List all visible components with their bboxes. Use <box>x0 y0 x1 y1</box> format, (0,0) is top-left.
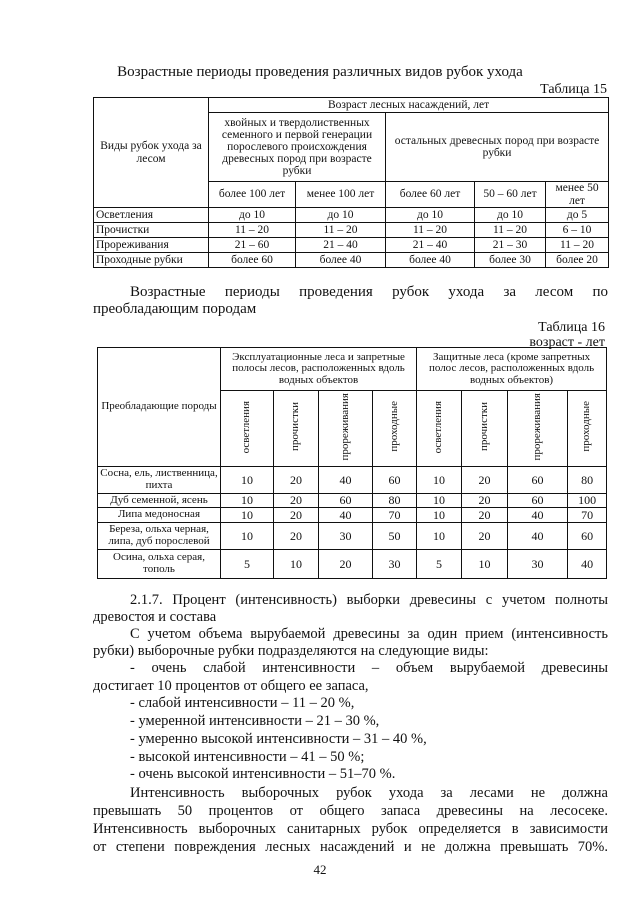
text-line: древостоя и состава <box>93 609 217 625</box>
value-cell: 20 <box>462 508 508 523</box>
text-line: превышать 50 процентов от общего запаса древесины на лесосеке. <box>93 803 608 819</box>
value-cell: 60 <box>319 494 373 508</box>
value-cell: 10 <box>221 494 274 508</box>
header-cell: Возраст лесных насаждений, лет <box>209 98 609 113</box>
header-cell: Преобладающие породы <box>98 348 221 467</box>
value-cell: 10 <box>462 550 508 579</box>
text-line: от степени повреждения лесных насаждений и не должна превышать 70%. <box>93 839 608 855</box>
value-cell: 70 <box>568 508 607 523</box>
value-cell: 21 – 30 <box>475 238 546 253</box>
value-cell: 21 – 40 <box>296 238 386 253</box>
table16-unit: возраст - лет <box>529 335 605 350</box>
value-cell: 80 <box>373 494 417 508</box>
header-cell: Эксплуатационные леса и запретные полосы лесов, расположенных вдоль водных объектов <box>221 348 417 391</box>
header-cell: менее 100 лет <box>296 182 386 208</box>
header-cell <box>508 391 568 467</box>
value-cell: 20 <box>319 550 373 579</box>
row-name: Сосна, ель, лиственница, пихта <box>98 467 221 494</box>
value-cell: 20 <box>274 523 319 550</box>
table16-title-cont: преобладающим породам <box>93 301 257 317</box>
value-cell: 10 <box>417 467 462 494</box>
header-cell <box>568 391 607 467</box>
column-label: осветления <box>432 400 445 453</box>
header-cell: более 60 лет <box>386 182 475 208</box>
text-line: рубки) выборочные рубки подразделяются на следующие виды: <box>93 643 489 659</box>
value-cell: 21 – 40 <box>386 238 475 253</box>
value-cell: до 10 <box>296 208 386 223</box>
column-label: осветления <box>240 400 253 453</box>
value-cell: 20 <box>462 523 508 550</box>
text-line: - умеренной интенсивности – 21 – 30 %, <box>130 713 380 729</box>
table-row <box>94 223 609 238</box>
header-cell: Защитные леса (кроме запретных полос лесов, расположенных вдоль водных объектов) <box>417 348 607 391</box>
value-cell: более 20 <box>546 253 609 268</box>
value-cell: 20 <box>462 467 508 494</box>
row-name: Дуб семенной, ясень <box>98 494 221 508</box>
column-label: прочистки <box>289 402 302 452</box>
value-cell: 20 <box>274 494 319 508</box>
header-cell: Виды рубок ухода за лесом <box>94 98 209 208</box>
text-line: достигает 10 процентов от общего ее запаса, <box>93 678 369 694</box>
text-line: Интенсивность выборочных рубок ухода за лесами не должна <box>130 785 608 801</box>
table-row <box>98 467 607 494</box>
value-cell: до 10 <box>209 208 296 223</box>
value-cell: более 40 <box>386 253 475 268</box>
row-name: Липа медоносная <box>98 508 221 523</box>
row-name: Проходные рубки <box>94 253 209 268</box>
column-label: проходные <box>387 401 400 453</box>
row-name: Осветления <box>94 208 209 223</box>
value-cell: 30 <box>373 550 417 579</box>
header-cell: хвойных и твердолиственных семенного и первой генерации порослевого происхождения древесных пород при возрасте рубки <box>209 113 386 182</box>
text-line: 2.1.7. Процент (интенсивность) выборки древесины с учетом полноты <box>130 592 608 608</box>
table16-title: Возрастные периоды проведения рубок ухода за лесом по <box>130 284 608 300</box>
header-cell <box>373 391 417 467</box>
value-cell: 50 <box>373 523 417 550</box>
value-cell: 10 <box>221 467 274 494</box>
header-cell <box>221 391 274 467</box>
table-row <box>98 494 607 508</box>
value-cell: 5 <box>221 550 274 579</box>
table16-label: Таблица 16 <box>538 320 605 335</box>
header-cell: остальных древесных пород при возрасте рубки <box>386 113 609 182</box>
value-cell: 5 <box>417 550 462 579</box>
value-cell: 11 – 20 <box>386 223 475 238</box>
text-line: - очень высокой интенсивности – 51–70 %. <box>130 766 396 782</box>
value-cell: 20 <box>274 508 319 523</box>
row-name: Береза, ольха черная, липа, дуб порослевой <box>98 523 221 550</box>
header-cell <box>319 391 373 467</box>
column-label: прочистки <box>477 402 490 452</box>
text-line: - очень слабой интенсивности – объем вырубаемой древесины <box>130 660 608 676</box>
value-cell: 100 <box>568 494 607 508</box>
value-cell: 6 – 10 <box>546 223 609 238</box>
value-cell: более 60 <box>209 253 296 268</box>
value-cell: 40 <box>508 523 568 550</box>
table-row <box>98 523 607 550</box>
value-cell: 80 <box>568 467 607 494</box>
value-cell: 40 <box>319 467 373 494</box>
value-cell: более 30 <box>475 253 546 268</box>
value-cell: 10 <box>417 523 462 550</box>
text-line: - высокой интенсивности – 41 – 50 %; <box>130 749 365 765</box>
text-line: С учетом объема вырубаемой древесины за один прием (интенсивность <box>130 626 608 642</box>
value-cell: 10 <box>221 523 274 550</box>
value-cell: 40 <box>508 508 568 523</box>
value-cell: 10 <box>417 508 462 523</box>
table-row <box>94 208 609 223</box>
text-line: - слабой интенсивности – 11 – 20 %, <box>130 695 355 711</box>
value-cell: 11 – 20 <box>546 238 609 253</box>
header-cell <box>417 391 462 467</box>
row-name: Прореживания <box>94 238 209 253</box>
value-cell: до 10 <box>386 208 475 223</box>
value-cell: 40 <box>319 508 373 523</box>
table-row <box>98 550 607 579</box>
value-cell: 10 <box>417 494 462 508</box>
header-cell <box>462 391 508 467</box>
value-cell: 21 – 60 <box>209 238 296 253</box>
column-label: прореживания <box>338 392 351 461</box>
column-label: проходные <box>580 401 593 453</box>
value-cell: 30 <box>319 523 373 550</box>
value-cell: 60 <box>568 523 607 550</box>
value-cell: 20 <box>462 494 508 508</box>
page-number: 42 <box>313 862 327 877</box>
value-cell: 10 <box>221 508 274 523</box>
header-cell: 50 – 60 лет <box>475 182 546 208</box>
table-16 <box>97 347 607 579</box>
table15-title: Возрастные периоды проведения различных видов рубок ухода <box>117 64 523 80</box>
value-cell: 30 <box>508 550 568 579</box>
header-cell: менее 50 лет <box>546 182 609 208</box>
value-cell: 10 <box>274 550 319 579</box>
value-cell: 11 – 20 <box>296 223 386 238</box>
row-name: Прочистки <box>94 223 209 238</box>
row-name: Осина, ольха серая, тополь <box>98 550 221 579</box>
header-cell <box>274 391 319 467</box>
value-cell: до 5 <box>546 208 609 223</box>
text-line: Интенсивность выборочных санитарных рубок определяется в зависимости <box>93 821 608 837</box>
text-line: - умеренно высокой интенсивности – 31 – 40 %, <box>130 731 427 747</box>
value-cell: 11 – 20 <box>209 223 296 238</box>
header-cell: более 100 лет <box>209 182 296 208</box>
value-cell: 11 – 20 <box>475 223 546 238</box>
value-cell: 40 <box>568 550 607 579</box>
table-row <box>98 508 607 523</box>
column-label: прореживания <box>530 392 543 461</box>
value-cell: 60 <box>508 494 568 508</box>
table15-label: Таблица 15 <box>540 82 607 97</box>
value-cell: 60 <box>508 467 568 494</box>
value-cell: 70 <box>373 508 417 523</box>
value-cell: 60 <box>373 467 417 494</box>
value-cell: 20 <box>274 467 319 494</box>
table-row <box>94 238 609 253</box>
table-15 <box>93 97 609 268</box>
table-row <box>94 253 609 268</box>
value-cell: до 10 <box>475 208 546 223</box>
value-cell: более 40 <box>296 253 386 268</box>
